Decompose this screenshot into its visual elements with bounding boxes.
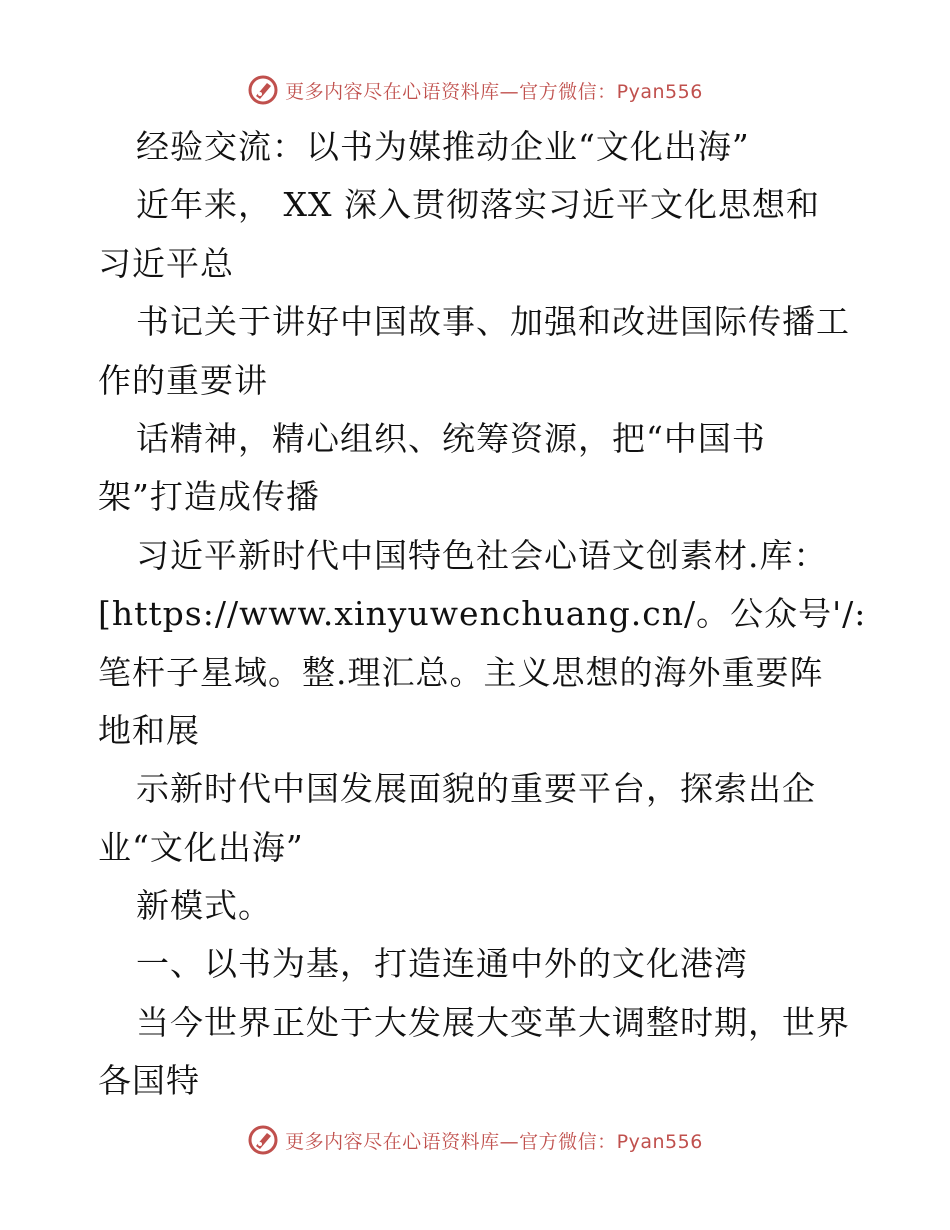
text-line: 作的重要讲	[98, 360, 268, 400]
text-line: 近年来， XX 深入贯彻落实习近平文化思想和	[136, 185, 820, 225]
header-banner	[0, 70, 950, 110]
footer-banner	[0, 1120, 950, 1160]
text-line: 笔杆子星域。整.理汇总。主义思想的海外重要阵	[98, 652, 824, 692]
text-line: [https://www.xinyuwenchuang.cn/。公众号'/:	[98, 594, 867, 634]
document-body	[98, 118, 867, 1111]
text-line: 一、以书为基，打造连通中外的文化港湾	[136, 944, 748, 984]
text-line: 书记关于讲好中国故事、加强和改进国际传播工	[136, 302, 850, 342]
banner-text: 更多内容尽在心语资料库—官方微信：Pyan556	[285, 1130, 703, 1153]
text-line: 习近平新时代中国特色社会心语文创素材.库：	[136, 535, 828, 575]
text-line: 新模式。	[136, 886, 272, 926]
text-line: 地和展	[98, 710, 200, 750]
text-line: 示新时代中国发展面貌的重要平台，探索出企	[136, 769, 816, 809]
text-line: 经验交流：以书为媒推动企业“文化出海”	[136, 127, 750, 166]
text-line: 话精神，精心组织、统筹资源，把“中国书	[136, 418, 766, 458]
pen-nib-logo-icon	[247, 1124, 279, 1156]
text-line: 架”打造成传播	[98, 477, 320, 517]
pen-nib-logo-icon	[247, 74, 279, 106]
text-line: 业“文化出海”	[98, 827, 304, 867]
text-line: 习近平总	[98, 243, 234, 283]
text-line: 各国特	[98, 1061, 200, 1101]
banner-text: 更多内容尽在心语资料库—官方微信：Pyan556	[285, 80, 703, 103]
text-line: 当今世界正处于大发展大变革大调整时期，世界	[136, 1002, 850, 1042]
